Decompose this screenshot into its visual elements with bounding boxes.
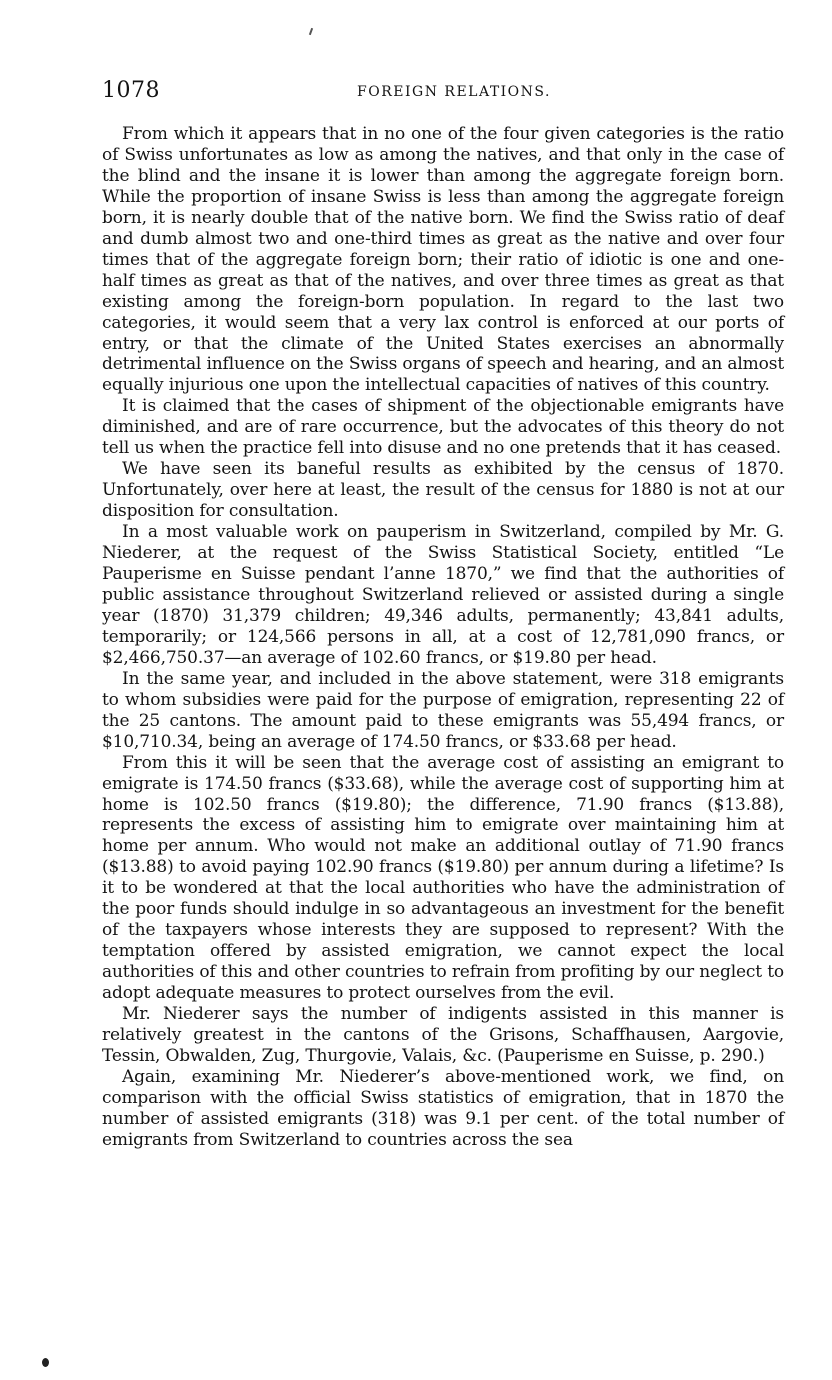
ink-spot bbox=[42, 1358, 49, 1367]
paragraph: From this it will be seen that the average cost of assisting an emigrant to emigrate is 174.50 francs ($33.68), while the average cost of supporting him at home is 102.50 francs ($19.80); the difference, 71.90 francs ($13.88), represents the excess of assisting him to emigrate over maintaining him at home per annum. Who would not make an additional outlay of 71.90 francs ($13.88) to avoid paying 102.90 francs ($19.80) per annum during a lifetime? Is it to be wondered at that the local authorities who have the administration of the poor funds should indulge in so advantageous an investment for the benefit of the taxpayers whose interests they are supposed to represent? With the temptation offered by assisted emigration, we cannot expect the local authorities of this and other countries to refrain from profiting by our neglect to adopt adequate measures to protect ourselves from the evil. bbox=[102, 752, 784, 1004]
paragraph: We have seen its baneful results as exhibited by the census of 1870. Unfortunately, over here at least, the result of the census for 1880 is not at our disposition for consultation. bbox=[102, 459, 784, 522]
stray-pen-mark bbox=[309, 28, 313, 35]
paragraph: In a most valuable work on pauperism in Switzerland, compiled by Mr. G. Niederer, at the request of the Swiss Statistical Society, entitled “Le Pauperisme en Suisse pendant l’anne 1870,” we find that the authorities of public assistance throughout Switzerland relieved or assisted during a single year (1870) 31,379 children; 49,346 adults, permanently; 43,841 adults, temporarily; or 124,566 persons in all, at a cost of 12,781,090 francs, or $2,466,750.37—an average of 102.60 francs, or $19.80 per head. bbox=[102, 522, 784, 668]
page-number: 1078 bbox=[102, 78, 160, 103]
paragraph: Again, examining Mr. Niederer’s above-mentioned work, we find, on comparison with the official Swiss statistics of emigration, that in 1870 the number of assisted emigrants (318) was 9.1 per cent. of the total number of emigrants from Switzerland to countries across the sea bbox=[102, 1066, 784, 1150]
paragraph: It is claimed that the cases of shipment of the objectionable emigrants have diminished, and are of rare occurrence, but the advocates of this theory do not tell us when the practice fell into disuse and no one pretends that it has ceased. bbox=[102, 396, 784, 459]
document-page bbox=[102, 78, 784, 1151]
page-header bbox=[102, 78, 784, 110]
running-title: FOREIGN RELATIONS. bbox=[357, 84, 551, 100]
body-text bbox=[102, 124, 784, 1151]
paragraph: Mr. Niederer says the number of indigents assisted in this manner is relatively greatest in the cantons of the Grisons, Schaffhausen, Aargovie, Tessin, Obwalden, Zug, Thurgovie, Valais, &c. (Pauperisme en Suisse, p. 290.) bbox=[102, 1004, 784, 1066]
paragraph: From which it appears that in no one of the four given categories is the ratio of Swiss unfortunates as low as among the natives, and that only in the case of the blind and the insane it is lower than among the aggregate foreign born. While the proportion of insane Swiss is less than among the aggregate foreign born, it is nearly double that of the native born. We find the Swiss ratio of deaf and dumb almost two and one-third times as great as the native and over four times that of the aggregate foreign born; their ratio of idiotic is one and one-half times as great as that of the natives, and over three times as great as that existing among the foreign-born population. In regard to the last two categories, it would seem that a very lax control is enforced at our ports of entry, or that the climate of the United States exercises an abnormally detrimental influence on the Swiss organs of speech and hearing, and an almost equally injurious one upon the intellectual capacities of natives of this country. bbox=[102, 124, 784, 396]
paragraph: In the same year, and included in the above statement, were 318 emigrants to whom subsidies were paid for the purpose of emigration, representing 22 of the 25 cantons. The amount paid to these emigrants was 55,494 francs, or $10,710.34, being an average of 174.50 francs, or $33.68 per head. bbox=[102, 668, 784, 752]
